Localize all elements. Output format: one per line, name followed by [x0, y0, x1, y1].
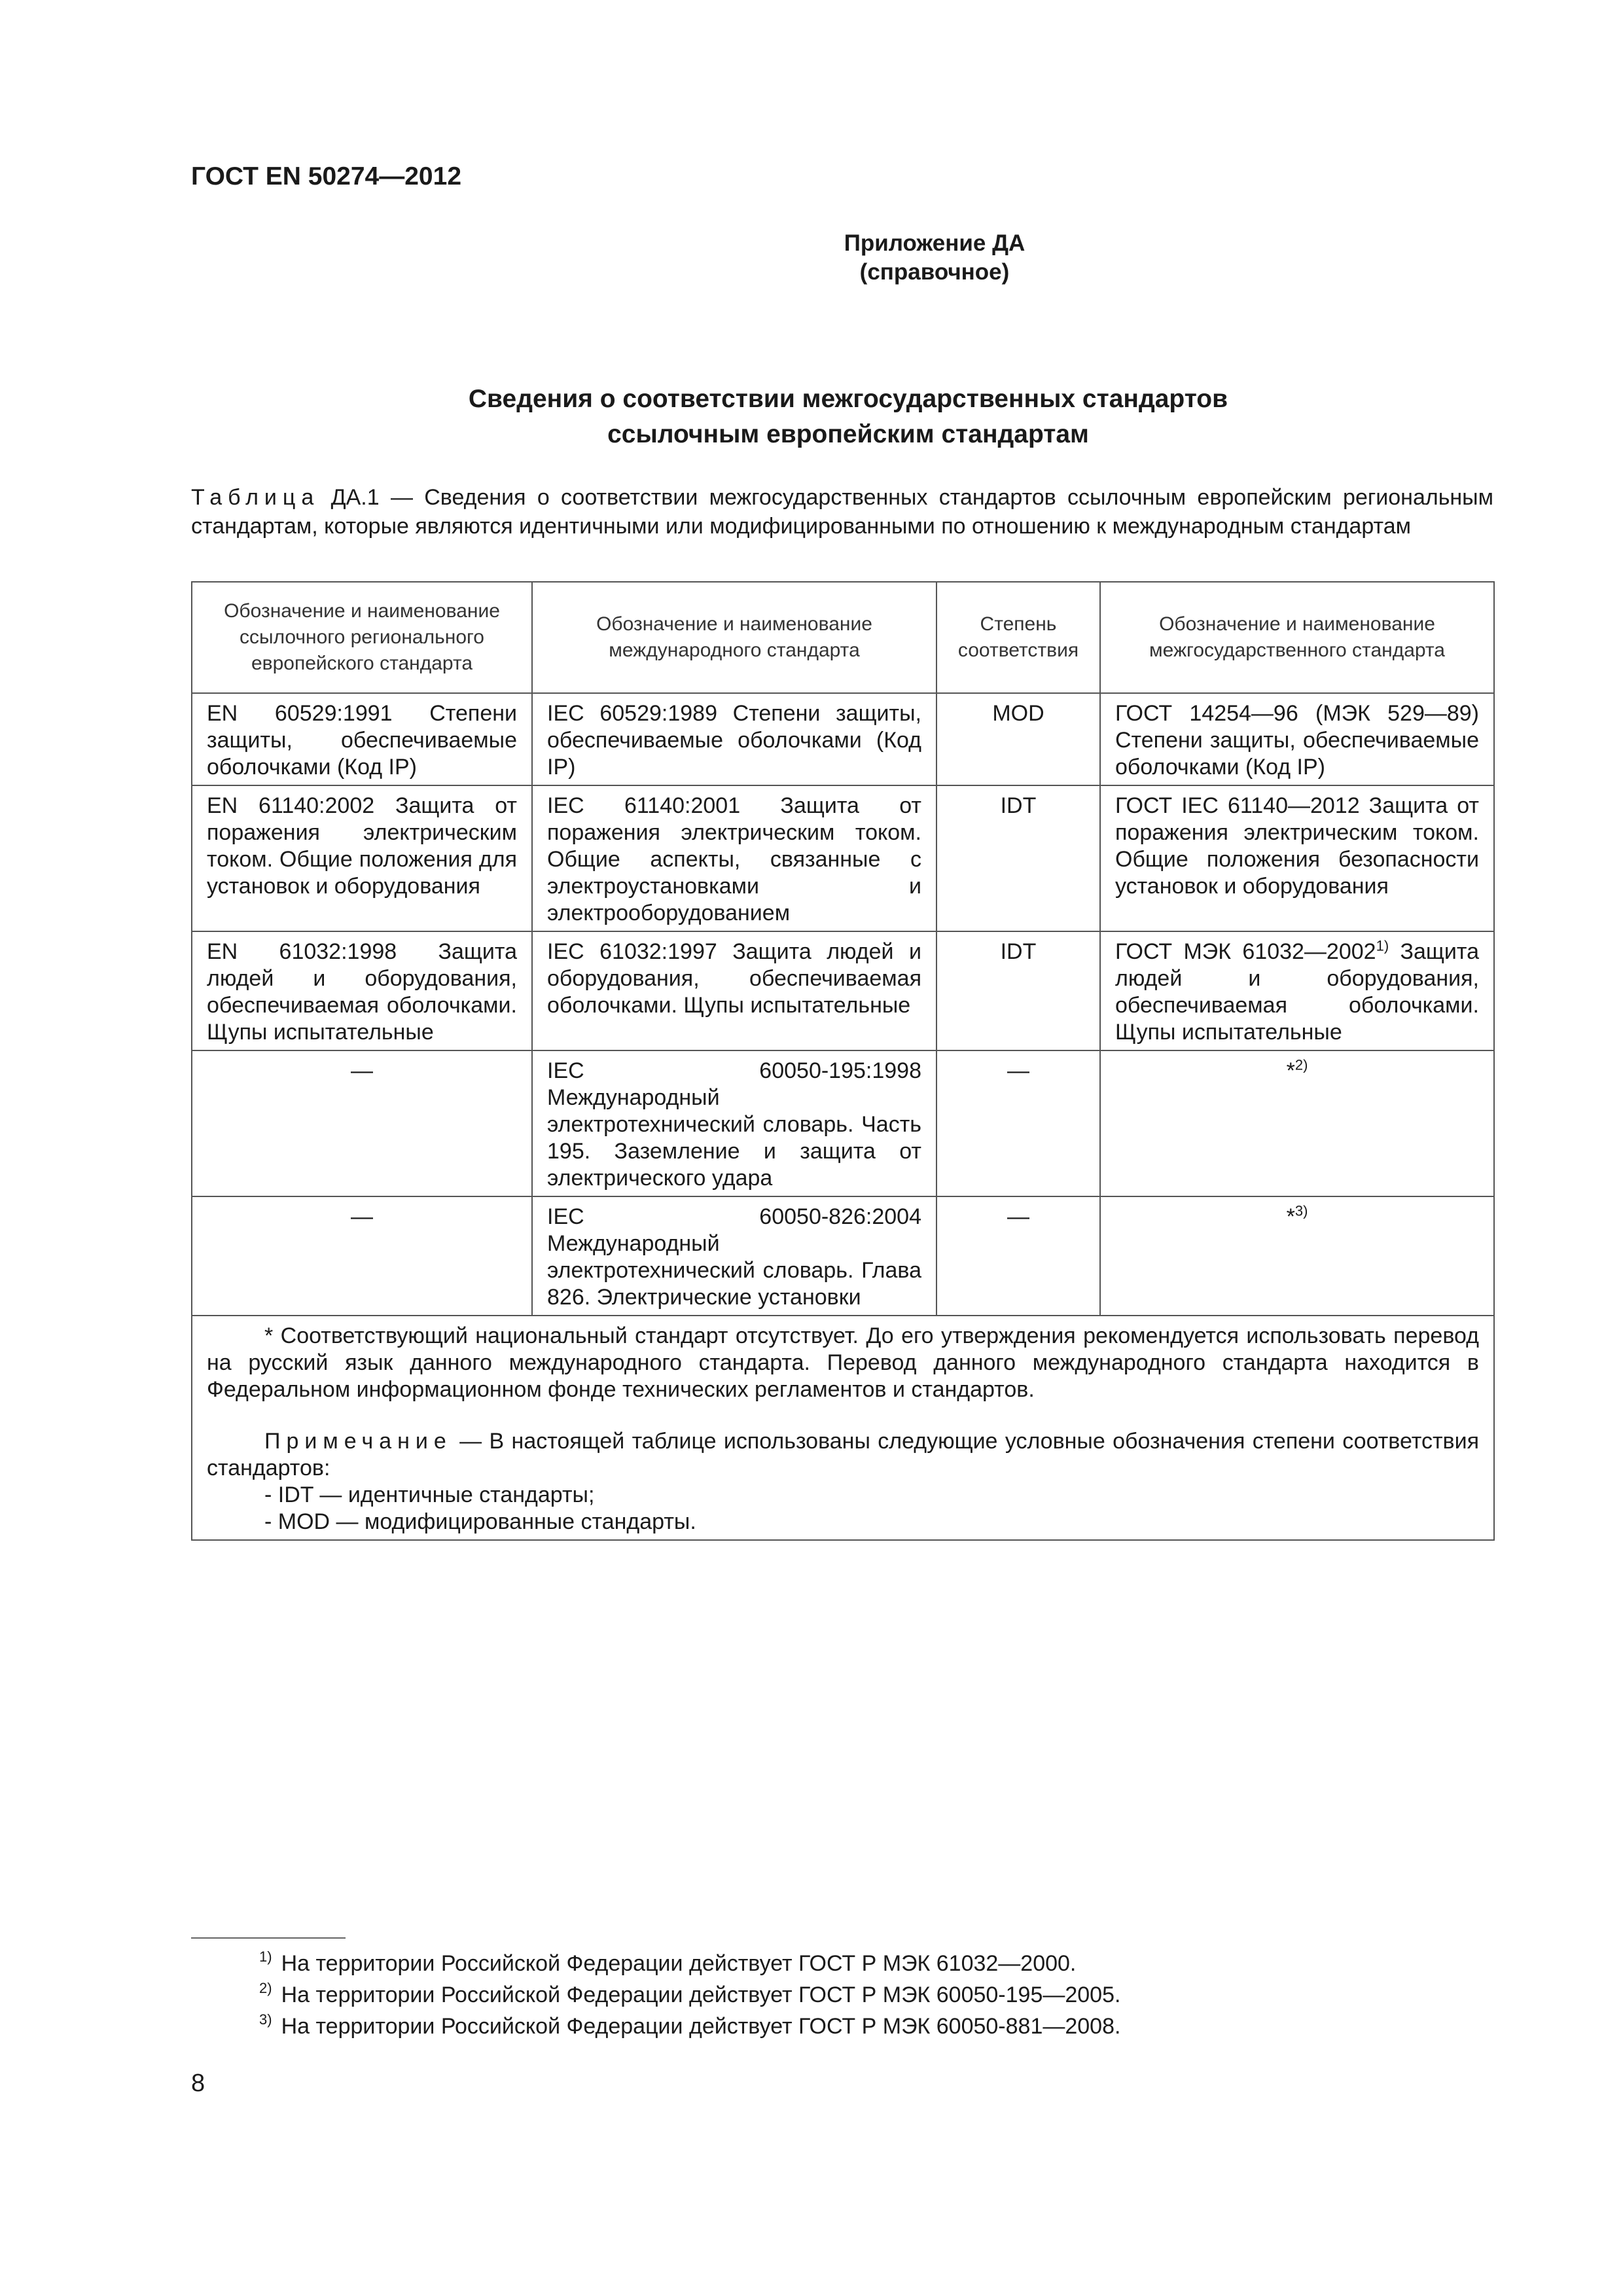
cell-international: IEC 60529:1989 Степени защиты, обеспечиваемые оболочками (Код IP): [532, 693, 936, 785]
annex-title: Приложение ДА: [844, 230, 1026, 256]
footnote-ref: 2): [1294, 1056, 1308, 1073]
document-code: ГОСТ EN 50274—2012: [191, 162, 462, 190]
footnote-text: На территории Российской Федерации действует ГОСТ Р МЭК 61032—2000.: [281, 1951, 1077, 1976]
absent-standard-mark: *: [1286, 1058, 1295, 1083]
cell-interstate: [1100, 931, 1494, 1050]
cell-degree: —: [936, 1050, 1100, 1196]
header-interstate-standard: Обозначение и наименование межгосударственного стандарта: [1100, 582, 1494, 693]
footnote: [259, 2012, 1120, 2043]
cell-degree: —: [936, 1196, 1100, 1316]
cell-international: IEC 61140:2001 Защита от поражения электрическим током. Общие аспекты, связанные с электроустановками и электрооборудованием: [532, 785, 936, 931]
cell-degree: MOD: [936, 693, 1100, 785]
cell-interstate: [1100, 693, 1494, 785]
note-text: — В настоящей таблице использованы следующие условные обозначения степени соответствия стандартов:: [207, 1429, 1479, 1480]
footnote-mark: 3): [259, 2011, 272, 2028]
cell-regional: EN 61032:1998 Защита людей и оборудования, обеспечиваемая оболочками. Щупы испытательные: [192, 931, 532, 1050]
cell-interstate-rest: Защита людей и оборудования, обеспечиваемая оболочками. Щупы испытательные: [1115, 939, 1479, 1045]
standards-table: [191, 581, 1495, 1541]
annex-heading: [725, 229, 1144, 287]
cell-regional: EN 61140:2002 Защита от поражения электрическим током. Общие положения для установок и оборудования: [192, 785, 532, 931]
cell-regional: EN 60529:1991 Степени защиты, обеспечиваемые оболочками (Код IP): [192, 693, 532, 785]
footnote-ref: 3): [1294, 1202, 1308, 1219]
footnotes: [259, 1949, 1120, 2043]
cell-international: IEC 60050-826:2004 Международный электротехнический словарь. Глава 826. Электрические установки: [532, 1196, 936, 1316]
table-row: [192, 1196, 1494, 1316]
cell-interstate-text: ГОСТ IEC 61140—2012 Защита от поражения электрическим током. Общие положения безопасности установок и оборудования: [1115, 793, 1479, 899]
table-row: [192, 1050, 1494, 1196]
table-row: [192, 931, 1494, 1050]
footnote-text: На территории Российской Федерации действует ГОСТ Р МЭК 60050-195—2005.: [281, 1982, 1121, 2007]
table-notes: [192, 1316, 1494, 1540]
star-note: * Соответствующий национальный стандарт отсутствует. До его утверждения рекомендуется использовать перевод на русский язык данного международного стандарта. Перевод данного международного стандарта находится в Федеральном информационном фонде технических регламентов и стандартов.: [207, 1323, 1479, 1402]
footnote-separator: [191, 1937, 346, 1939]
table-note: [207, 1428, 1479, 1482]
table-caption: [191, 483, 1493, 541]
cell-interstate: [1100, 1050, 1494, 1196]
page-number: 8: [191, 2070, 205, 2097]
cell-international: IEC 60050-195:1998 Международный электротехнический словарь. Часть 195. Заземление и защита от электрического удара: [532, 1050, 936, 1196]
section-title: [288, 382, 1408, 452]
table-header-row: [192, 582, 1494, 693]
note-item-mod: - MOD — модифицированные стандарты.: [264, 1509, 696, 1534]
table-row: [192, 693, 1494, 785]
footnote-ref: 1): [1376, 937, 1389, 954]
section-title-line2: ссылочным европейским стандартам: [607, 420, 1089, 448]
table-notes-row: [192, 1316, 1494, 1540]
absent-standard-mark: *: [1286, 1204, 1295, 1229]
footnote: [259, 1949, 1120, 1981]
note-item-idt: - IDT — идентичные стандарты;: [264, 1482, 595, 1507]
header-degree: Степень соответствия: [936, 582, 1100, 693]
cell-degree: IDT: [936, 931, 1100, 1050]
header-regional-standard: Обозначение и наименование ссылочного регионального европейского стандарта: [192, 582, 532, 693]
table-row: [192, 785, 1494, 931]
cell-regional: —: [192, 1050, 532, 1196]
cell-international: IEC 61032:1997 Защита людей и оборудования, обеспечиваемая оболочками. Щупы испытательные: [532, 931, 936, 1050]
cell-interstate: [1100, 785, 1494, 931]
section-title-line1: Сведения о соответствии межгосударственных стандартов: [468, 385, 1228, 413]
cell-degree: IDT: [936, 785, 1100, 931]
cell-interstate: [1100, 1196, 1494, 1316]
footnote-text: На территории Российской Федерации действует ГОСТ Р МЭК 60050-881—2008.: [281, 2014, 1121, 2039]
cell-interstate-text: ГОСТ МЭК 61032—2002: [1115, 939, 1376, 964]
annex-subtitle: (справочное): [859, 259, 1010, 285]
table-caption-label: Таблица: [191, 485, 320, 510]
footnote: [259, 1981, 1120, 2012]
footnote-mark: 1): [259, 1948, 272, 1965]
footnote-mark: 2): [259, 1980, 272, 1996]
table-caption-text: ДА.1 — Сведения о соответствии межгосударственных стандартов ссылочным европейским региональным стандартам, которые являются идентичными или модифицированными по отношению к международным стандартам: [191, 485, 1493, 539]
cell-regional: —: [192, 1196, 532, 1316]
cell-interstate-text: ГОСТ 14254—96 (МЭК 529—89) Степени защиты, обеспечиваемые оболочками (Код IP): [1115, 701, 1479, 780]
note-label: Примечание: [264, 1429, 452, 1454]
header-international-standard: Обозначение и наименование международного стандарта: [532, 582, 936, 693]
